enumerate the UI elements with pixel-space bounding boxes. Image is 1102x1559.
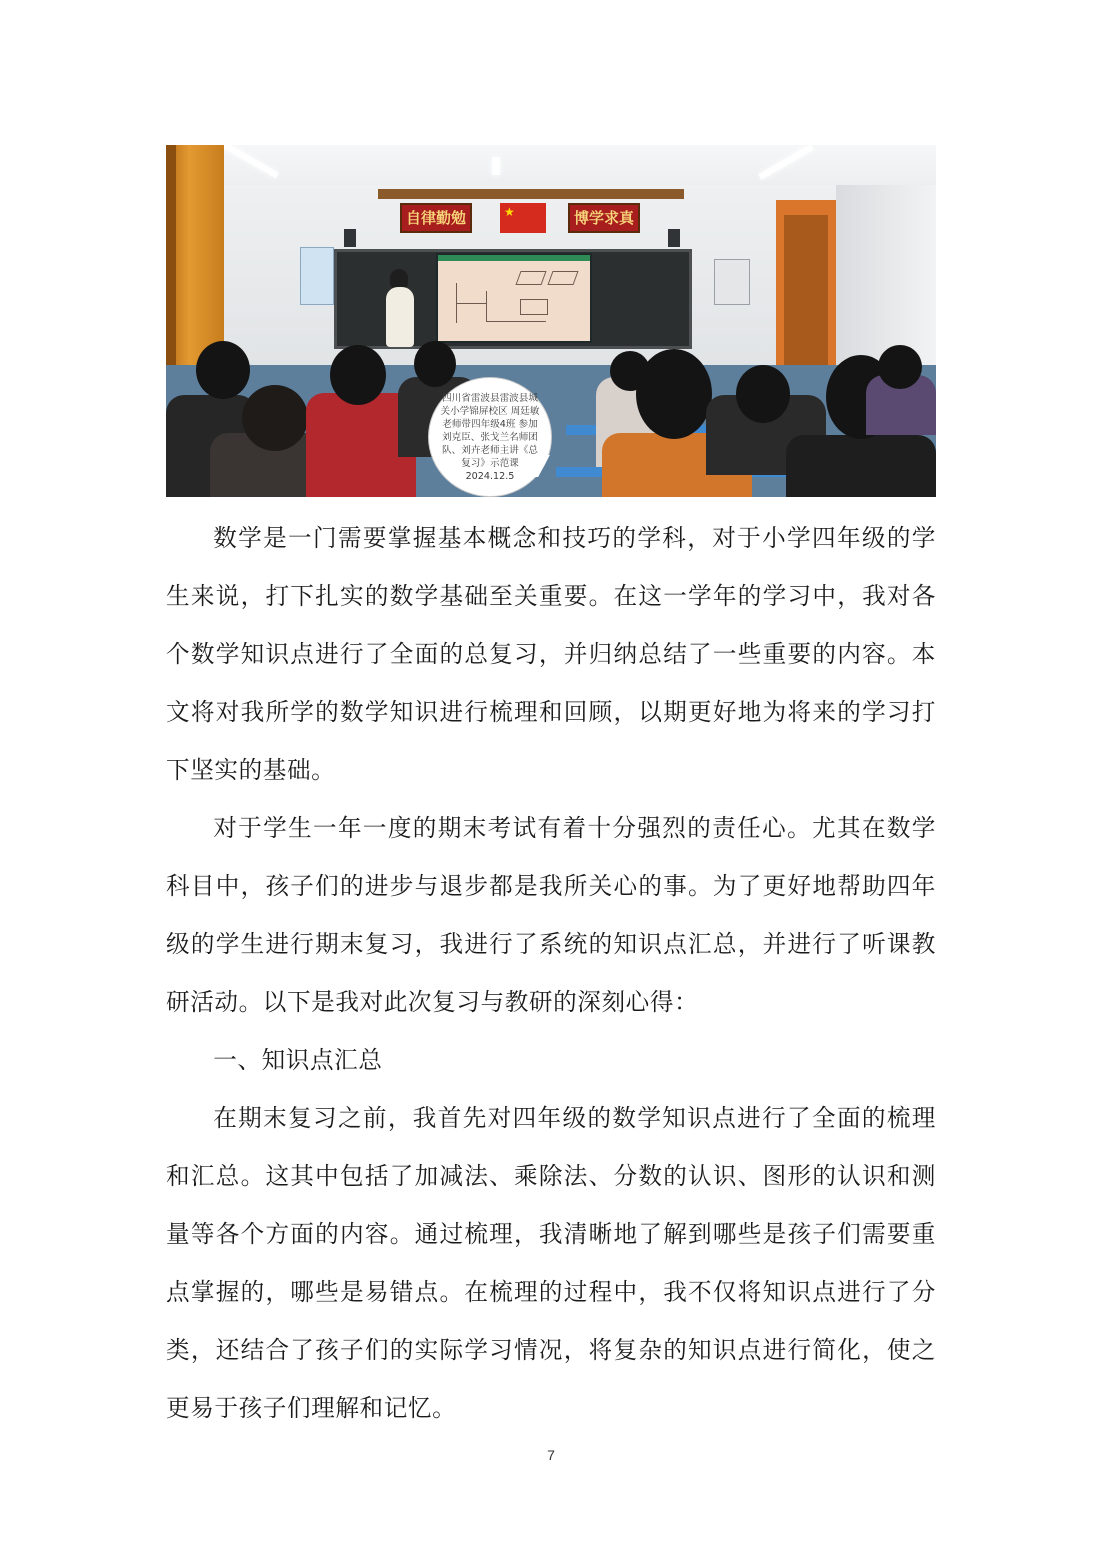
caption-bubble xyxy=(428,377,552,497)
student xyxy=(786,435,936,497)
flag-star-icon: ★ xyxy=(504,205,515,219)
page-number: 7 xyxy=(547,1447,555,1463)
student-head xyxy=(196,341,250,399)
banner-right: 博学求真 xyxy=(568,203,640,233)
student-head xyxy=(242,385,308,451)
display-screen xyxy=(436,253,592,343)
electrical-box xyxy=(714,259,750,305)
ceiling-light xyxy=(492,157,500,175)
classroom-photo xyxy=(166,145,936,497)
national-flag xyxy=(500,203,546,233)
screen-title-bar xyxy=(438,255,590,261)
banner-left: 自律勤勉 xyxy=(400,203,472,233)
student-head xyxy=(414,341,456,387)
diagram-line xyxy=(486,291,487,321)
wall-poster xyxy=(300,247,334,305)
diagram-parallelogram xyxy=(547,271,578,285)
teacher xyxy=(386,287,414,347)
diagram-trapezoid xyxy=(520,299,548,315)
student-head xyxy=(636,349,712,439)
body-paragraph: 数学是一门需要掌握基本概念和技巧的学科，对于小学四年级的学生来说，打下扎实的数学基础至关重要。在这一学年的学习中，我对各个数学知识点进行了全面的总复习，并归纳总结了一些重要的内容。本文将对我所学的数学知识进行梳理和回顾，以期更好地为将来的学习打下坚实的基础。 xyxy=(166,524,936,784)
speaker xyxy=(344,229,356,247)
photo-caption: 四川省雷波县雷波县城关小学锦屏校区 周廷敏老师带四年级4班 参加刘克臣、张戈兰名师团队、刘卉老师主讲《总复习》示范课 2024.12.5 xyxy=(440,392,540,482)
student-head xyxy=(736,365,790,423)
diagram-line xyxy=(456,303,486,304)
diagram-parallelogram xyxy=(515,271,546,285)
section-heading: 一、知识点汇总 xyxy=(213,1046,383,1074)
speaker xyxy=(668,229,680,247)
body-paragraph: 在期末复习之前，我首先对四年级的数学知识点进行了全面的梳理和汇总。这其中包括了加减法、乘除法、分数的认识、图形的认识和测量等各个方面的内容。通过梳理，我清晰地了解到哪些是孩子们需要重点掌握的，哪些是易错点。在梳理的过程中，我不仅将知识点进行了分类，还结合了孩子们的实际学习情况，将复杂的知识点进行简化，使之更易于孩子们理解和记忆。 xyxy=(166,1104,936,1422)
student-head xyxy=(330,345,386,405)
student-head xyxy=(878,345,922,389)
diagram-line xyxy=(486,321,546,322)
body-paragraph: 对于学生一年一度的期末考试有着十分强烈的责任心。尤其在数学科目中，孩子们的进步与退步都是我所关心的事。为了更好地帮助四年级的学生进行期末复习，我进行了系统的知识点汇总，并进行了听课教研活动。以下是我对此次复习与教研的深刻心得： xyxy=(166,814,936,1016)
banner-rail xyxy=(378,189,684,199)
